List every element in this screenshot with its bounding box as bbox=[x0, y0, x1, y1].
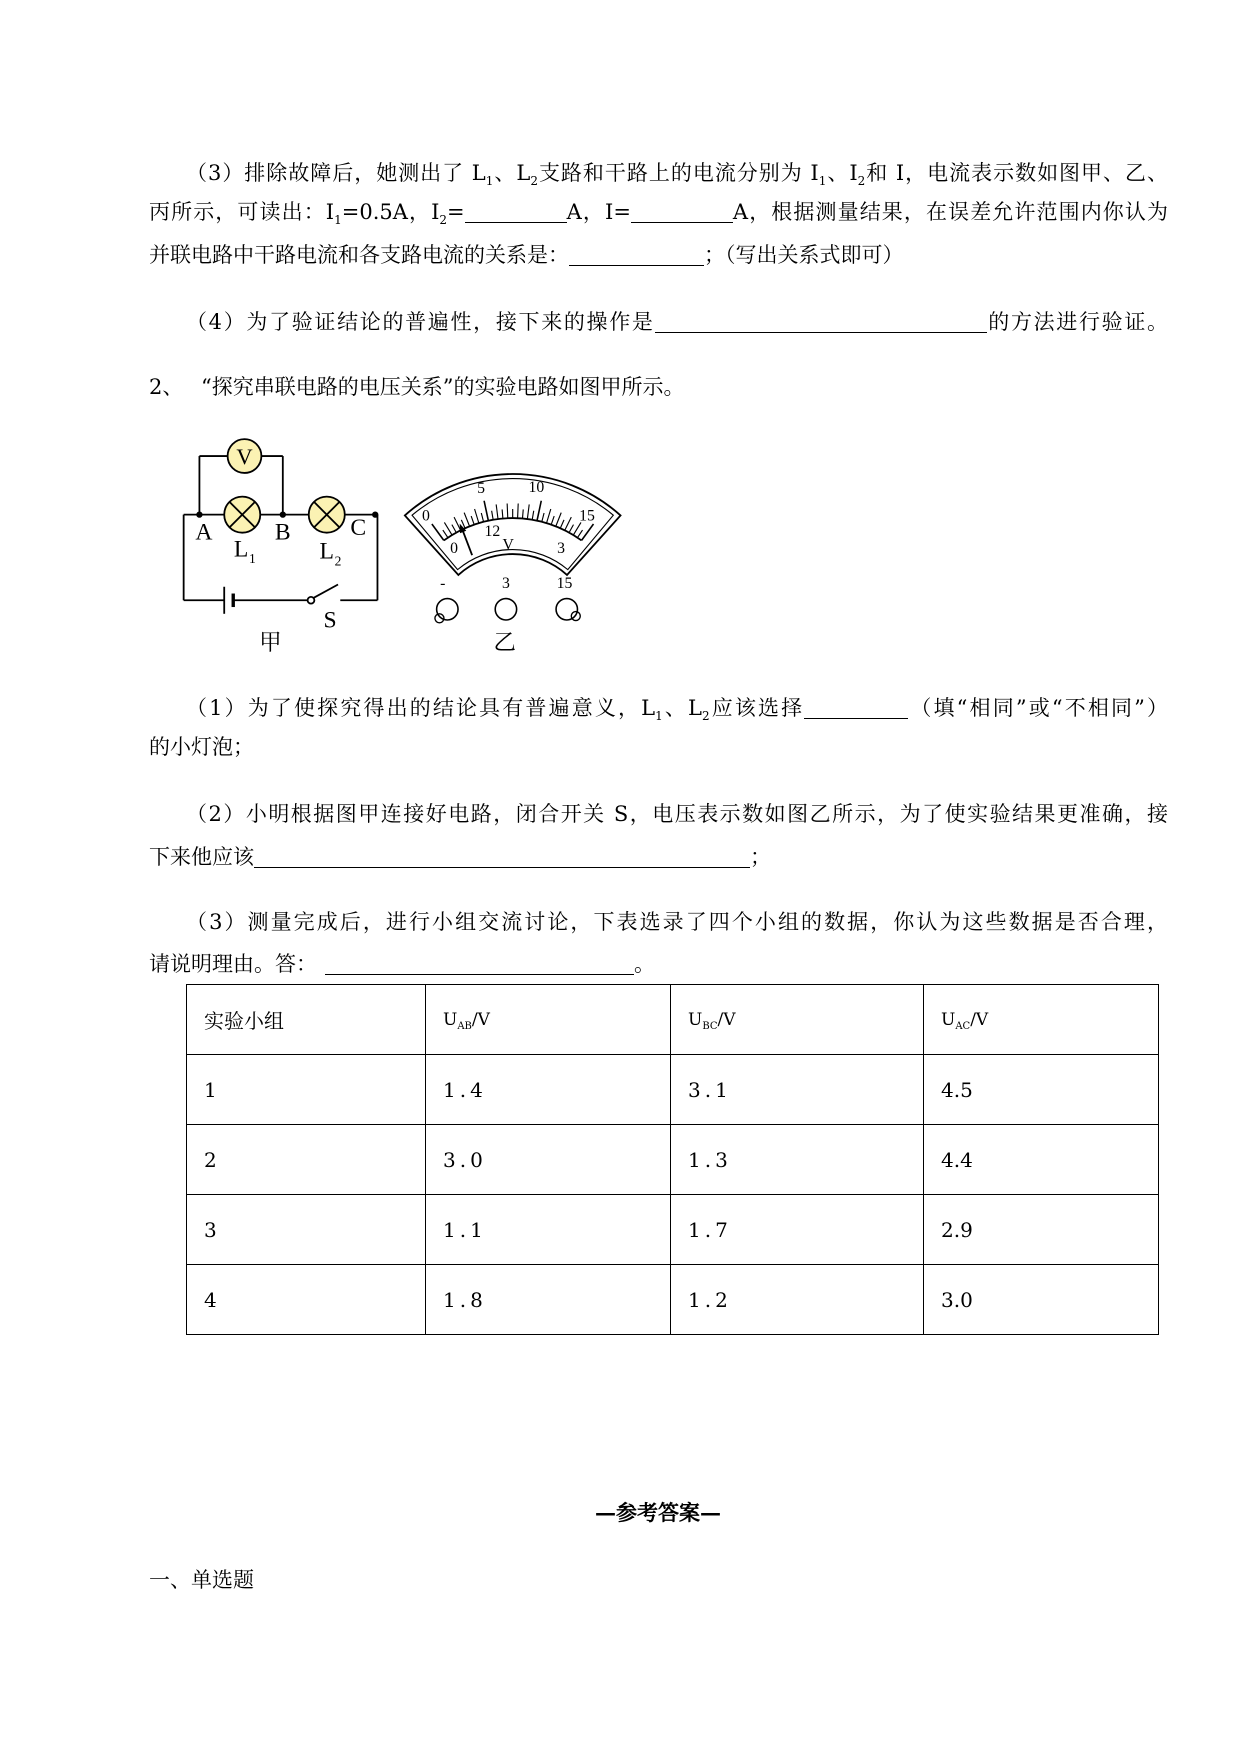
circuit-jia-labels bbox=[195, 444, 366, 655]
answer-blank-bulb-choice[interactable] bbox=[804, 700, 908, 719]
q2-part3-line2 bbox=[149, 949, 1168, 979]
cell-group: 2 bbox=[187, 1125, 426, 1195]
minor-tick bbox=[518, 503, 519, 518]
subscript: 2 bbox=[530, 174, 538, 188]
header-uab bbox=[426, 985, 671, 1055]
dial-unit-label: V bbox=[502, 536, 514, 554]
outer-scale-label: 15 bbox=[579, 507, 595, 525]
figure-jia-caption: 甲 bbox=[259, 629, 282, 655]
table-row bbox=[187, 1195, 1159, 1265]
cell-uab: 3.0 bbox=[426, 1125, 671, 1195]
answer-blank-i[interactable] bbox=[631, 204, 733, 223]
outer-scale-label: 5 bbox=[477, 480, 486, 498]
cell-group: 3 bbox=[187, 1195, 426, 1265]
terminal-negative[interactable] bbox=[437, 599, 458, 620]
inner-scale-label: 0 bbox=[450, 539, 459, 557]
lamp-l2-subscript: 2 bbox=[334, 553, 342, 569]
switch-label: S bbox=[323, 607, 337, 634]
subscript: 2 bbox=[701, 709, 710, 723]
junction-dot bbox=[197, 512, 202, 517]
subscript: 2 bbox=[857, 174, 866, 188]
terminal-3v[interactable] bbox=[495, 599, 516, 620]
answer-blank-next-step[interactable] bbox=[254, 849, 750, 868]
header-group: 实验小组 bbox=[187, 985, 426, 1055]
dial-housing bbox=[405, 474, 621, 575]
cell-uac: 4.4 bbox=[924, 1125, 1159, 1195]
header-unit: /V bbox=[970, 1009, 989, 1030]
subscript: 1 bbox=[818, 174, 827, 188]
terminal-15v[interactable] bbox=[556, 599, 577, 620]
voltmeter-label: V bbox=[236, 443, 253, 469]
inner-scale-label: 12 bbox=[484, 523, 501, 541]
section-heading: 一、单选题 bbox=[149, 1568, 254, 1592]
outer-scale-label: 10 bbox=[528, 479, 545, 497]
figure-circuits bbox=[169, 429, 631, 660]
header-subscript: AB bbox=[457, 1020, 472, 1032]
header-symbol: U bbox=[941, 1009, 956, 1030]
header-symbol: U bbox=[443, 1009, 458, 1030]
node-a-label: A bbox=[195, 519, 213, 546]
switch-blade bbox=[313, 585, 338, 599]
cell-uab: 1.4 bbox=[426, 1055, 671, 1125]
q2-stem: “探究串联电路的电压关系”的实验电路如图甲所示。 bbox=[201, 375, 685, 399]
subscript: 1 bbox=[334, 213, 342, 227]
table-header-row bbox=[187, 985, 1159, 1055]
cell-uac: 3.0 bbox=[924, 1265, 1159, 1335]
table-row bbox=[187, 1125, 1159, 1195]
header-unit: /V bbox=[471, 1009, 490, 1030]
text: 和 I，电流表示数如图甲、乙、 bbox=[865, 161, 1168, 185]
cell-ubc: 1.2 bbox=[671, 1265, 924, 1335]
text: （1）为了使探究得出的结论具有普遍意义，L bbox=[186, 696, 656, 720]
table-row bbox=[187, 1055, 1159, 1125]
text: 、L bbox=[662, 696, 702, 720]
text: ；（写出关系式即可） bbox=[704, 243, 904, 267]
text: 。 bbox=[634, 952, 655, 976]
text: 的方法进行验证。 bbox=[986, 310, 1168, 334]
subscript: 1 bbox=[655, 709, 663, 723]
lamp-l2-label: L bbox=[319, 538, 334, 565]
header-uac bbox=[924, 985, 1159, 1055]
text: 、I bbox=[826, 161, 858, 185]
junction-dot bbox=[281, 512, 286, 517]
cell-uab: 1.1 bbox=[426, 1195, 671, 1265]
text: A，I= bbox=[566, 200, 631, 224]
terminal-label: 3 bbox=[501, 574, 510, 592]
cell-uac: 4.5 bbox=[924, 1055, 1159, 1125]
cell-group: 1 bbox=[187, 1055, 426, 1125]
answer-blank-reason[interactable] bbox=[325, 956, 634, 975]
header-symbol: U bbox=[688, 1009, 703, 1030]
outer-scale-label: 0 bbox=[421, 507, 430, 525]
header-subscript: BC bbox=[702, 1020, 718, 1032]
terminal-label: - bbox=[440, 574, 446, 592]
figure-yi-caption: 乙 bbox=[493, 629, 517, 655]
text: 并联电路中干路电流和各支路电流的关系是： bbox=[149, 243, 569, 267]
cell-group: 4 bbox=[187, 1265, 426, 1335]
node-b-label: B bbox=[274, 519, 291, 546]
answer-blank-i2[interactable] bbox=[465, 204, 567, 223]
text: 丙所示，可读出：I bbox=[149, 200, 335, 224]
q2-number: 2、 bbox=[149, 375, 184, 399]
text: =0.5A，I bbox=[341, 200, 440, 224]
voltage-data-table bbox=[186, 984, 1159, 1335]
minor-tick bbox=[502, 509, 503, 518]
text: 请说明理由。答： bbox=[149, 952, 317, 976]
minor-tick bbox=[507, 503, 508, 518]
text: 支路和干路上的电流分别为 I bbox=[537, 161, 819, 185]
cell-uac: 2.9 bbox=[924, 1195, 1159, 1265]
text: = bbox=[447, 200, 465, 224]
answer-blank-operation[interactable] bbox=[655, 314, 987, 333]
terminal-label: 15 bbox=[556, 574, 573, 592]
answer-key-title: —参考答案— bbox=[595, 1500, 721, 1525]
q1-part3-line3 bbox=[149, 240, 1168, 270]
header-ubc bbox=[671, 985, 924, 1055]
subscript: 2 bbox=[439, 213, 448, 227]
text: 应该选择 bbox=[709, 696, 805, 720]
text: 、L bbox=[493, 161, 531, 185]
inner-scale-label: 3 bbox=[557, 539, 566, 557]
lamp-l1-subscript: 1 bbox=[249, 551, 256, 567]
q2-part3-line1: （3）测量完成后，进行小组交流讨论，下表选录了四个小组的数据，你认为这些数据是否合理， bbox=[186, 910, 1168, 934]
subscript: 1 bbox=[485, 174, 494, 188]
cell-uab: 1.8 bbox=[426, 1265, 671, 1335]
text: （3）排除故障后，她测出了 L bbox=[186, 161, 486, 185]
q1-part3-line1 bbox=[186, 158, 1168, 188]
text: （4）为了验证结论的普遍性，接下来的操作是 bbox=[186, 310, 655, 334]
q2-part2-line2 bbox=[149, 842, 1168, 872]
node-c-label: C bbox=[350, 514, 367, 541]
table-row bbox=[187, 1265, 1159, 1335]
lamp-l1-label: L bbox=[233, 536, 249, 563]
cell-ubc: 1.3 bbox=[671, 1125, 924, 1195]
q1-part4-line bbox=[186, 307, 1168, 337]
q2-part1-line1 bbox=[186, 693, 1168, 723]
text: A，根据测量结果，在误差允许范围内你认为 bbox=[732, 200, 1168, 224]
text: （填“相同”或“不相同”） bbox=[908, 696, 1168, 720]
cell-ubc: 3.1 bbox=[671, 1055, 924, 1125]
header-subscript: AC bbox=[955, 1020, 971, 1032]
text: ； bbox=[750, 845, 771, 869]
answer-blank-relation[interactable] bbox=[569, 247, 704, 266]
text: 下来他应该 bbox=[149, 845, 254, 869]
q2-part1-line2: 的小灯泡； bbox=[149, 735, 254, 759]
cell-ubc: 1.7 bbox=[671, 1195, 924, 1265]
header-unit: /V bbox=[717, 1009, 736, 1030]
q1-part3-line2 bbox=[149, 197, 1168, 227]
junction-dot bbox=[373, 512, 378, 517]
minor-tick bbox=[522, 509, 523, 518]
q2-part2-line1: （2）小明根据图甲连接好电路，闭合开关 S，电压表示数如图乙所示，为了使实验结果更准确，接 bbox=[186, 802, 1168, 826]
